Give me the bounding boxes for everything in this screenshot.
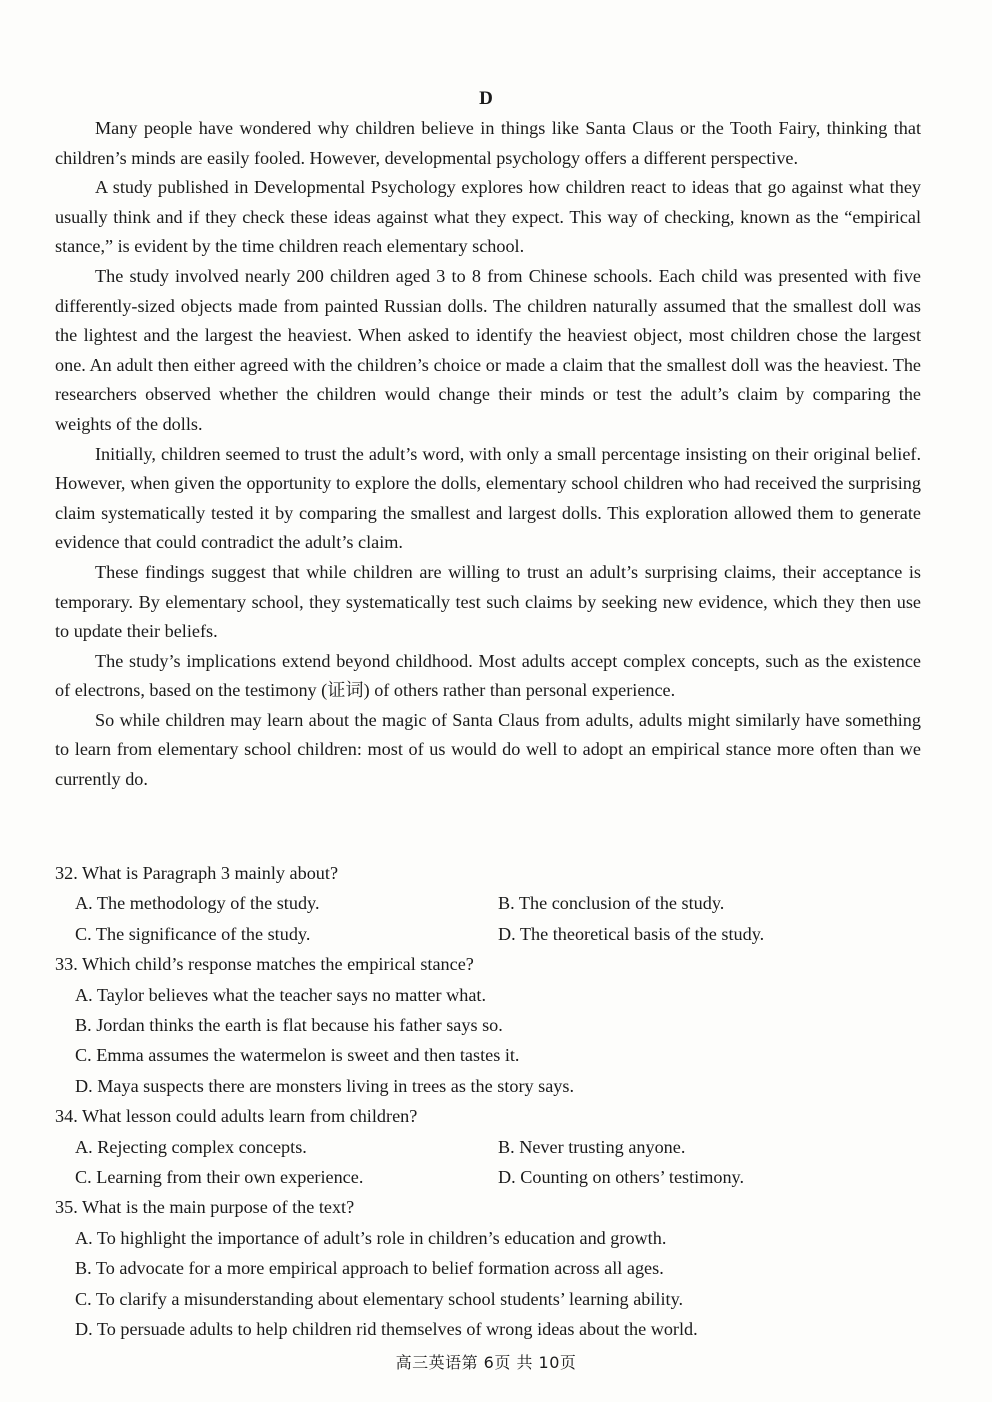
question-33 bbox=[55, 949, 921, 1101]
option-d: D. The theoretical basis of the study. bbox=[498, 923, 765, 944]
option-a: A. Taylor believes what the teacher says no matter what. bbox=[75, 984, 487, 1005]
question-34 bbox=[55, 1101, 921, 1192]
paragraph-4: Initially, children seemed to trust the adult’s word, with only a small percentage insisting on their original belief. However, when given the opportunity to explore the dolls, elementary school children who had received the surprising claim systematically tested it by comparing the smallest and largest dolls. This exploration allowed them to generate evidence that could contradict the adult’s claim. bbox=[55, 443, 921, 553]
question-stem: 33. Which child’s response matches the empirical stance? bbox=[55, 954, 474, 975]
option-row bbox=[55, 1132, 921, 1162]
option-a: A. Rejecting complex concepts. bbox=[75, 1136, 307, 1157]
page-footer: 高三英语第 6页 共 10页 bbox=[395, 1353, 577, 1372]
question-stem: 35. What is the main purpose of the text? bbox=[55, 1197, 355, 1218]
option-b: B. Never trusting anyone. bbox=[498, 1136, 686, 1157]
option-row bbox=[55, 888, 921, 918]
option-c: C. The significance of the study. bbox=[75, 923, 311, 944]
question-list bbox=[55, 858, 921, 1345]
paragraph-7: So while children may learn about the magic of Santa Claus from adults, adults might similarly have something to learn from elementary school children: most of us would do well to adopt an empirical stance more often than we currently do. bbox=[55, 709, 921, 790]
option-d: D. To persuade adults to help children rid themselves of wrong ideas about the world. bbox=[75, 1319, 698, 1340]
option-row bbox=[55, 919, 921, 949]
option-a: A. The methodology of the study. bbox=[75, 893, 320, 914]
paragraph-1: Many people have wondered why children believe in things like Santa Claus or the Tooth Fairy, thinking that children’s minds are easily fooled. However, developmental psychology offers a different perspective. bbox=[55, 118, 921, 168]
question-32 bbox=[55, 858, 921, 949]
question-stem: 34. What lesson could adults learn from children? bbox=[55, 1106, 418, 1127]
option-c: C. Learning from their own experience. bbox=[75, 1167, 364, 1188]
paragraph-6: The study’s implications extend beyond childhood. Most adults accept complex concepts, such as the existence of electrons, based on the testimony (证词) of others rather than personal experience. bbox=[55, 650, 921, 701]
option-c: C. To clarify a misunderstanding about elementary school students’ learning ability. bbox=[75, 1288, 684, 1309]
option-c: C. Emma assumes the watermelon is sweet and then tastes it. bbox=[75, 1045, 520, 1066]
option-b: B. Jordan thinks the earth is flat because his father says so. bbox=[75, 1015, 503, 1036]
question-35 bbox=[55, 1192, 921, 1344]
paragraph-3: The study involved nearly 200 children aged 3 to 8 from Chinese schools. Each child was presented with five differently-sized objects made from painted Russian dolls. The children naturally assumed that the smallest doll was the lightest and the largest the heaviest. When asked to identify the heaviest object, most children chose the largest one. An adult then either agreed with the children’s choice or made a claim that the smallest doll was the heaviest. The researchers observed whether the children would change their minds or test the adult’s claim by comparing the weights of the dolls. bbox=[55, 265, 921, 434]
paragraph-2: A study published in Developmental Psychology explores how children react to ideas that go against what they usually think and if they check these ideas against what they expect. This way of checking, known as the “empirical stance,” is evident by the time children reach elementary school. bbox=[55, 177, 921, 257]
option-row bbox=[55, 1162, 921, 1192]
question-stem: 32. What is Paragraph 3 mainly about? bbox=[55, 863, 339, 883]
option-a: A. To highlight the importance of adult’s role in children’s education and growth. bbox=[75, 1227, 667, 1248]
option-d: D. Maya suspects there are monsters living in trees as the story says. bbox=[75, 1075, 575, 1096]
section-heading: D bbox=[479, 88, 493, 109]
option-d: D. Counting on others’ testimony. bbox=[498, 1167, 745, 1188]
reading-passage bbox=[55, 114, 921, 795]
paragraph-5: These findings suggest that while children are willing to trust an adult’s surprising claims, their acceptance is temporary. By elementary school, they systematically test such claims by seeking new evidence, which they then use to update their beliefs. bbox=[55, 561, 921, 642]
option-b: B. To advocate for a more empirical approach to belief formation across all ages. bbox=[75, 1258, 664, 1279]
option-b: B. The conclusion of the study. bbox=[498, 893, 725, 914]
